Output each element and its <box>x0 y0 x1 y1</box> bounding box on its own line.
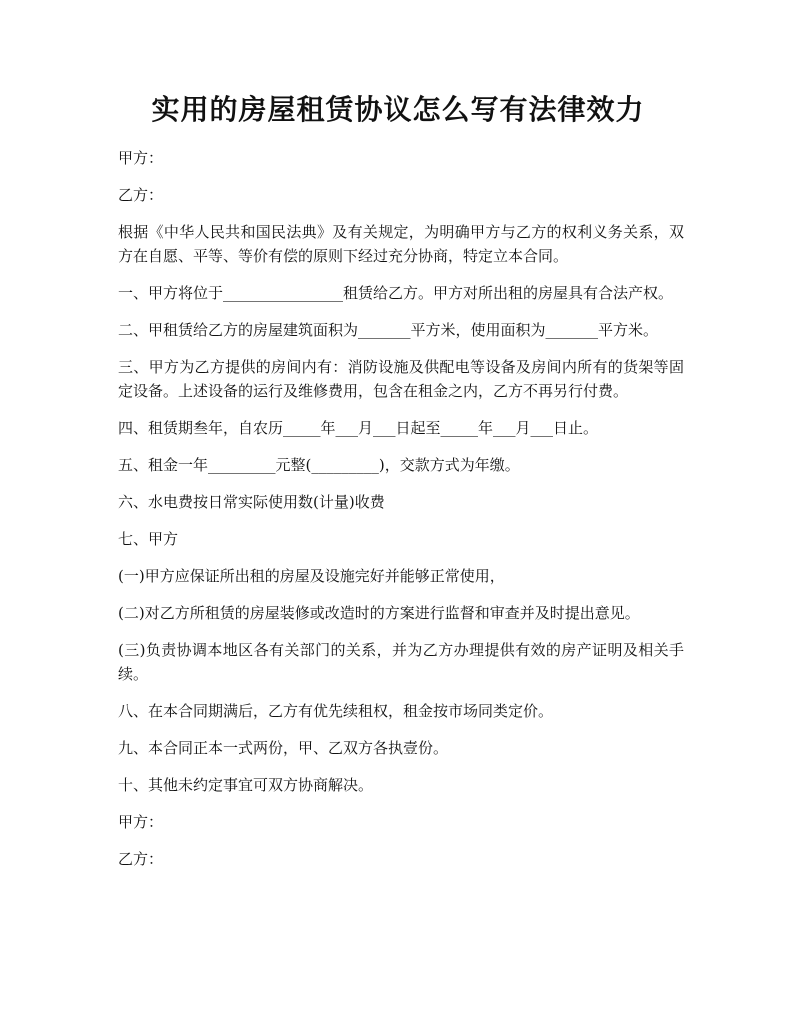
party-b-line: 乙方： <box>118 186 164 204</box>
clause-7-item-2: (二)对乙方所租赁的房屋装修或改造时的方案进行监督和审查并及时提出意见。 <box>118 604 640 622</box>
clause-7-item-1: (一)甲方应保证所出租的房屋及设施完好并能够正常使用， <box>118 567 505 585</box>
clause-5: 五、租金一年_________元整(_________)，交款方式为年缴。 <box>118 456 520 474</box>
clause-8: 八、在本合同期满后，乙方有优先续租权，租金按市场同类定价。 <box>118 702 554 720</box>
signature-party-a: 甲方： <box>118 813 164 831</box>
document-title: 实用的房屋租赁协议怎么写有法律效力 <box>151 93 645 126</box>
clause-9: 九、本合同正本一式两份，甲、乙双方各执壹份。 <box>118 739 449 757</box>
clause-3: 三、甲方为乙方提供的房间内有：消防设施及供配电等设备及房间内所有的货架等固定设备。上述设备的运行及维修费用，包含在租金之内，乙方不再另行付费。 <box>118 358 684 400</box>
clause-4: 四、租赁期叁年，自农历_____年___月___日起至_____年___月___日止。 <box>118 419 599 437</box>
clause-7-item-3: (三)负责协调本地区各有关部门的关系，并为乙方办理提供有效的房产证明及相关手续。 <box>118 641 684 683</box>
clause-6: 六、水电费按日常实际使用数(计量)收费 <box>118 493 385 511</box>
clause-1: 一、甲方将位于________________租赁给乙方。甲方对所出租的房屋具有合法产权。 <box>118 284 674 302</box>
signature-party-b: 乙方： <box>118 850 164 868</box>
clause-7-heading: 七、甲方 <box>118 530 179 548</box>
clause-2: 二、甲租赁给乙方的房屋建筑面积为_______平方米，使用面积为_______平方米。 <box>118 321 659 339</box>
clause-10: 十、其他未约定事宜可双方协商解决。 <box>118 776 374 794</box>
party-a-line: 甲方： <box>118 149 164 167</box>
preamble-paragraph: 根据《中华人民共和国民法典》及有关规定，为明确甲方与乙方的权利义务关系，双方在自愿、平等、等价有偿的原则下经过充分协商，特定立本合同。 <box>118 223 684 265</box>
document-body <box>118 146 684 884</box>
